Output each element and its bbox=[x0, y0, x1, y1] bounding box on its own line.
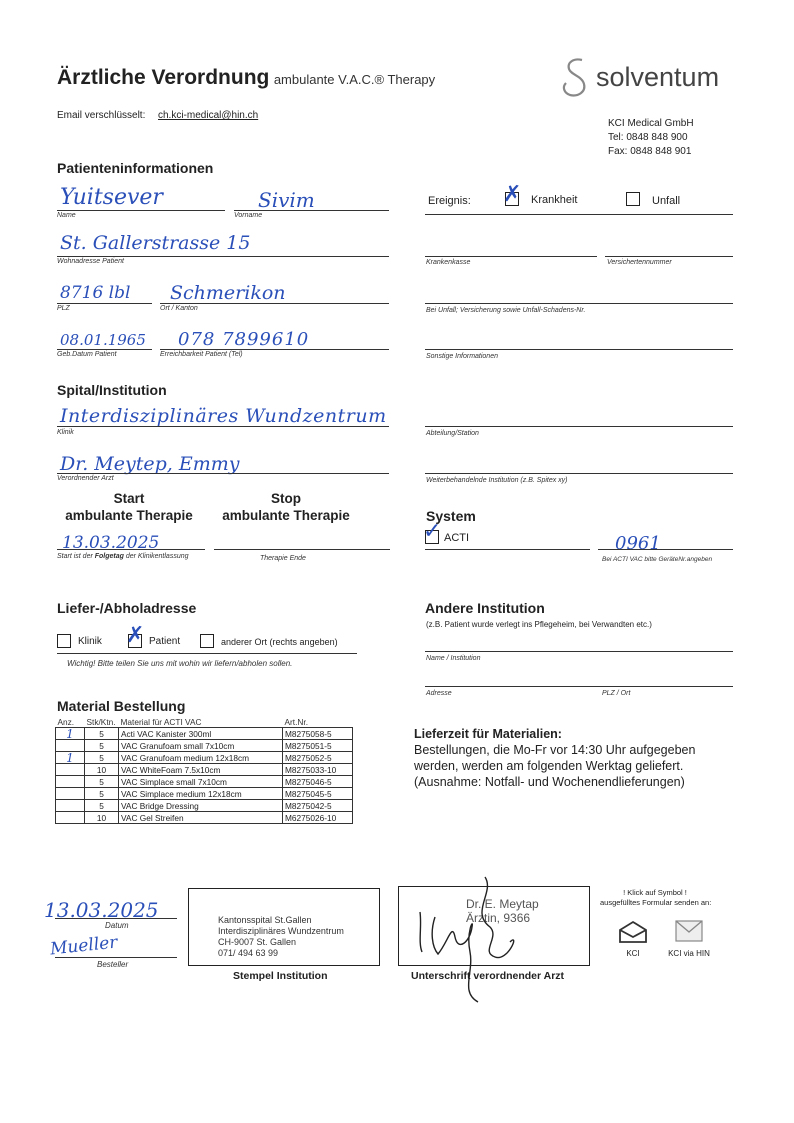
patient-plz-value[interactable]: 8716 lbl bbox=[60, 283, 131, 303]
material-table-wrap bbox=[55, 716, 353, 824]
stop-title-2: ambulante Therapie bbox=[222, 508, 350, 523]
liefer-patient-checkmark-icon: ✗ bbox=[126, 623, 145, 648]
start-label bbox=[57, 553, 189, 560]
material-art-cell: M8275046-5 bbox=[283, 776, 353, 788]
andere-name-line bbox=[425, 651, 733, 652]
andere-adresse-label: Adresse bbox=[426, 690, 452, 697]
patient-vorname-line bbox=[234, 210, 389, 211]
material-name-cell: VAC Simplace small 7x10cm bbox=[119, 776, 283, 788]
versicherten-line bbox=[605, 256, 733, 257]
material-header-name: Material für ACTI VAC bbox=[119, 716, 283, 728]
company-name: KCI Medical GmbH bbox=[608, 118, 694, 129]
versicherten-label: Versichertennummer bbox=[607, 259, 672, 266]
material-row bbox=[56, 812, 353, 824]
material-stk-cell: 10 bbox=[85, 764, 119, 776]
material-art-cell: M8275058-5 bbox=[283, 728, 353, 740]
stamp-line-1: Kantonsspital St.Gallen bbox=[218, 915, 312, 925]
material-art-cell: M8275042-5 bbox=[283, 800, 353, 812]
start-title bbox=[57, 490, 201, 524]
material-section-title: Material Bestellung bbox=[57, 698, 186, 714]
material-name-cell: VAC Simplace medium 12x18cm bbox=[119, 788, 283, 800]
company-tel: Tel: 0848 848 900 bbox=[608, 132, 688, 143]
brand-logo bbox=[558, 56, 594, 105]
abteilung-line bbox=[425, 426, 733, 427]
liefer-line bbox=[57, 653, 357, 654]
company-fax: Fax: 0848 848 901 bbox=[608, 146, 692, 157]
arzt-label: Verordnender Arzt bbox=[57, 475, 114, 482]
acti-label: ACTI bbox=[444, 532, 470, 544]
material-anz-cell[interactable] bbox=[56, 800, 85, 812]
material-art-cell: M8275051-5 bbox=[283, 740, 353, 752]
geraet-label: Bei ACTI VAC bitte GeräteNr.angeben bbox=[602, 556, 713, 563]
andere-section-title: Andere Institution bbox=[425, 600, 545, 616]
abteilung-label: Abteilung/Station bbox=[426, 430, 479, 437]
andere-plz-label: PLZ / Ort bbox=[602, 690, 631, 697]
klinik-line bbox=[57, 426, 389, 427]
material-name-cell: VAC Bridge Dressing bbox=[119, 800, 283, 812]
material-row bbox=[56, 776, 353, 788]
material-anz-cell[interactable] bbox=[56, 812, 85, 824]
material-stk-cell: 10 bbox=[85, 812, 119, 824]
krankheit-checkmark-icon: ✗ bbox=[503, 182, 522, 207]
patient-name-value[interactable]: Yuitsever bbox=[60, 185, 163, 210]
weiter-label: Weiterbehandelnde Institution (z.B. Spitex xy) bbox=[426, 477, 568, 484]
material-stk-cell: 5 bbox=[85, 728, 119, 740]
ende-label: Therapie Ende bbox=[260, 555, 306, 562]
material-header-stk: Stk/Ktn. bbox=[85, 716, 119, 728]
stop-title bbox=[214, 490, 358, 524]
ende-line bbox=[214, 549, 390, 550]
footer-datum-value[interactable]: 13.03.2025 bbox=[44, 898, 159, 922]
stamp-line-2: Interdisziplinäres Wundzentrum bbox=[218, 926, 344, 936]
patient-name-label: Name bbox=[57, 212, 76, 219]
patient-tel-label: Erreichbarkeit Patient (Tel) bbox=[160, 351, 243, 358]
start-title-2: ambulante Therapie bbox=[65, 508, 193, 523]
lieferzeit-title: Lieferzeit für Materialien: bbox=[414, 727, 562, 741]
material-row bbox=[56, 788, 353, 800]
material-row bbox=[56, 752, 353, 764]
unfall-checkbox[interactable] bbox=[626, 192, 640, 206]
material-name-cell: VAC WhiteFoam 7.5x10cm bbox=[119, 764, 283, 776]
liefer-anderer-note: (rechts angeben) bbox=[269, 637, 338, 647]
patient-geb-label: Geb.Datum Patient bbox=[57, 351, 117, 358]
send-kci-hin-label: KCI via HIN bbox=[668, 949, 710, 958]
ereignis-label: Ereignis: bbox=[428, 195, 471, 207]
material-row bbox=[56, 728, 353, 740]
arzt-signature-scribble bbox=[400, 872, 550, 1012]
unfall-nr-label: Bei Unfall; Versicherung sowie Unfall-Schadens-Nr. bbox=[426, 307, 586, 314]
liefer-patient-label: Patient bbox=[149, 636, 181, 647]
sonstige-line bbox=[425, 349, 733, 350]
material-stk-cell: 5 bbox=[85, 800, 119, 812]
patient-vorname-label: Vorname bbox=[234, 212, 263, 219]
start-label-b: Folgetag bbox=[94, 553, 124, 560]
material-stk-cell: 5 bbox=[85, 788, 119, 800]
start-date-value[interactable]: 13.03.2025 bbox=[62, 533, 160, 553]
material-row bbox=[56, 764, 353, 776]
start-label-a: Start ist der bbox=[57, 553, 95, 560]
footer-datum-label: Datum bbox=[105, 921, 129, 930]
sonstige-label: Sonstige Informationen bbox=[426, 353, 498, 360]
arzt-line bbox=[57, 473, 389, 474]
patient-section-title: Patienteninformationen bbox=[57, 160, 214, 176]
system-line bbox=[425, 549, 590, 550]
system-section-title: System bbox=[426, 508, 476, 524]
send-hint-1: ! Klick auf Symbol ! bbox=[623, 888, 687, 897]
start-label-c: der Klinikentlassung bbox=[123, 553, 189, 560]
material-art-cell: M8275033-10 bbox=[283, 764, 353, 776]
patient-adresse-value[interactable]: St. Gallerstrasse 15 bbox=[60, 232, 251, 254]
send-kci-button[interactable] bbox=[617, 920, 649, 958]
material-name-cell: VAC Granufoam small 7x10cm bbox=[119, 740, 283, 752]
weiter-line bbox=[425, 473, 733, 474]
institution-stamp bbox=[218, 915, 344, 959]
besteller-label: Besteller bbox=[97, 960, 129, 969]
krankenkasse-label: Krankenkasse bbox=[426, 259, 471, 266]
stempel-label: Stempel Institution bbox=[233, 970, 328, 982]
klinik-label: Klinik bbox=[57, 429, 74, 436]
email-label: Email verschlüsselt: bbox=[57, 110, 146, 121]
title-main: Ärztliche Verordnung bbox=[57, 66, 270, 89]
material-name-cell: Acti VAC Kanister 300ml bbox=[119, 728, 283, 740]
patient-ort-label: Ort / Kanton bbox=[160, 305, 198, 312]
patient-adresse-line bbox=[57, 256, 389, 257]
acti-checkmark-icon: ✓ bbox=[423, 519, 442, 544]
unterschrift-label: Unterschrift verordnender Arzt bbox=[411, 970, 565, 982]
start-line bbox=[57, 549, 205, 550]
material-stk-cell: 5 bbox=[85, 776, 119, 788]
solventum-logo-icon bbox=[558, 56, 594, 100]
material-anz-cell[interactable] bbox=[56, 776, 85, 788]
andere-adresse-line bbox=[425, 686, 733, 687]
arzt-stamp-line-2: Ärztin, 9366 bbox=[466, 911, 531, 925]
patient-plz-label: PLZ bbox=[57, 305, 70, 312]
liefer-anderer-checkbox[interactable] bbox=[200, 634, 214, 648]
geraet-nr-value[interactable]: 0961 bbox=[615, 533, 661, 554]
unfall-nr-line bbox=[425, 303, 733, 304]
send-kci-hin-button[interactable] bbox=[666, 920, 712, 958]
patient-adresse-label: Wohnadresse Patient bbox=[57, 258, 124, 265]
lieferzeit-block bbox=[414, 726, 695, 790]
liefer-klinik-label: Klinik bbox=[78, 636, 102, 647]
besteller-signature: Mueller bbox=[49, 932, 119, 960]
envelope-hin-icon bbox=[675, 920, 703, 944]
liefer-section-title: Liefer-/Abholadresse bbox=[57, 600, 197, 616]
lieferzeit-line3: (Ausnahme: Notfall- und Wochenendlieferungen) bbox=[414, 775, 685, 789]
material-name-cell: VAC Gel Streifen bbox=[119, 812, 283, 824]
liefer-anderer-text: anderer Ort bbox=[221, 637, 268, 647]
title-sub: ambulante V.A.C.® Therapy bbox=[273, 72, 436, 87]
patient-ort-line bbox=[160, 303, 389, 304]
stamp-line-4: 071/ 494 63 99 bbox=[218, 948, 279, 958]
lieferzeit-line1: Bestellungen, die Mo-Fr vor 14:30 Uhr aufgegeben bbox=[414, 743, 696, 757]
patient-tel-line bbox=[160, 349, 389, 350]
footer-datum-line bbox=[55, 918, 177, 919]
unfall-label: Unfall bbox=[652, 195, 681, 207]
form-title bbox=[57, 66, 435, 90]
patient-name-line bbox=[57, 210, 225, 211]
material-header-row bbox=[56, 716, 353, 728]
geraet-line bbox=[598, 549, 733, 550]
company-info bbox=[608, 117, 694, 159]
material-name-cell: VAC Granufoam medium 12x18cm bbox=[119, 752, 283, 764]
liefer-klinik-checkbox[interactable] bbox=[57, 634, 71, 648]
krankenkasse-line bbox=[425, 256, 597, 257]
krankheit-label: Krankheit bbox=[531, 194, 578, 206]
material-art-cell: M8275045-5 bbox=[283, 788, 353, 800]
material-stk-cell: 5 bbox=[85, 752, 119, 764]
material-art-cell: M8275052-5 bbox=[283, 752, 353, 764]
stamp-line-3: CH-9007 St. Gallen bbox=[218, 937, 297, 947]
liefer-hint: Wichtig! Bitte teilen Sie uns mit wohin wir liefern/abholen sollen. bbox=[67, 659, 293, 668]
material-stk-cell: 5 bbox=[85, 740, 119, 752]
material-table bbox=[55, 716, 353, 824]
klinik-value[interactable]: Interdisziplinäres Wundzentrum bbox=[60, 405, 387, 427]
brand-name: solventum bbox=[596, 62, 720, 92]
patient-geb-value[interactable]: 08.01.1965 bbox=[60, 331, 146, 349]
andere-name-label: Name / Institution bbox=[426, 655, 481, 662]
envelope-lock-icon bbox=[618, 920, 648, 944]
send-kci-label: KCI bbox=[626, 949, 640, 958]
material-header-anz: Anz. bbox=[56, 716, 85, 728]
spital-section-title: Spital/Institution bbox=[57, 382, 167, 398]
material-table-body bbox=[56, 728, 353, 824]
ereignis-line bbox=[425, 214, 733, 215]
liefer-anderer-label bbox=[221, 637, 338, 647]
send-hint-2: ausgefülltes Formular senden an: bbox=[600, 898, 712, 907]
email-link[interactable]: ch.kci-medical@hin.ch bbox=[158, 110, 259, 121]
arzt-stamp-line-1: Dr. E. Meytap bbox=[466, 897, 539, 911]
patient-ort-value[interactable]: Schmerikon bbox=[170, 282, 286, 304]
besteller-line bbox=[55, 957, 177, 958]
andere-note: (z.B. Patient wurde verlegt ins Pflegeheim, bei Verwandten etc.) bbox=[426, 620, 652, 629]
material-row bbox=[56, 800, 353, 812]
arzt-value[interactable]: Dr. Meytep, Emmy bbox=[60, 453, 240, 475]
material-header-art: Art.Nr. bbox=[283, 716, 353, 728]
material-anz-cell[interactable]: 1 bbox=[56, 728, 85, 740]
patient-tel-value[interactable]: 078 7899610 bbox=[178, 329, 310, 350]
patient-plz-line bbox=[57, 303, 152, 304]
material-anz-cell[interactable] bbox=[56, 740, 85, 752]
patient-vorname-value[interactable]: Sivim bbox=[258, 188, 315, 212]
material-anz-cell[interactable] bbox=[56, 764, 85, 776]
lieferzeit-line2: werden, werden am folgenden Werktag geliefert. bbox=[414, 759, 684, 773]
material-row bbox=[56, 740, 353, 752]
material-anz-cell[interactable] bbox=[56, 788, 85, 800]
stop-title-1: Stop bbox=[271, 491, 301, 506]
material-art-cell: M6275026-10 bbox=[283, 812, 353, 824]
material-anz-cell[interactable]: 1 bbox=[56, 752, 85, 764]
send-hint bbox=[600, 888, 710, 908]
patient-geb-line bbox=[57, 349, 152, 350]
start-title-1: Start bbox=[113, 491, 145, 506]
